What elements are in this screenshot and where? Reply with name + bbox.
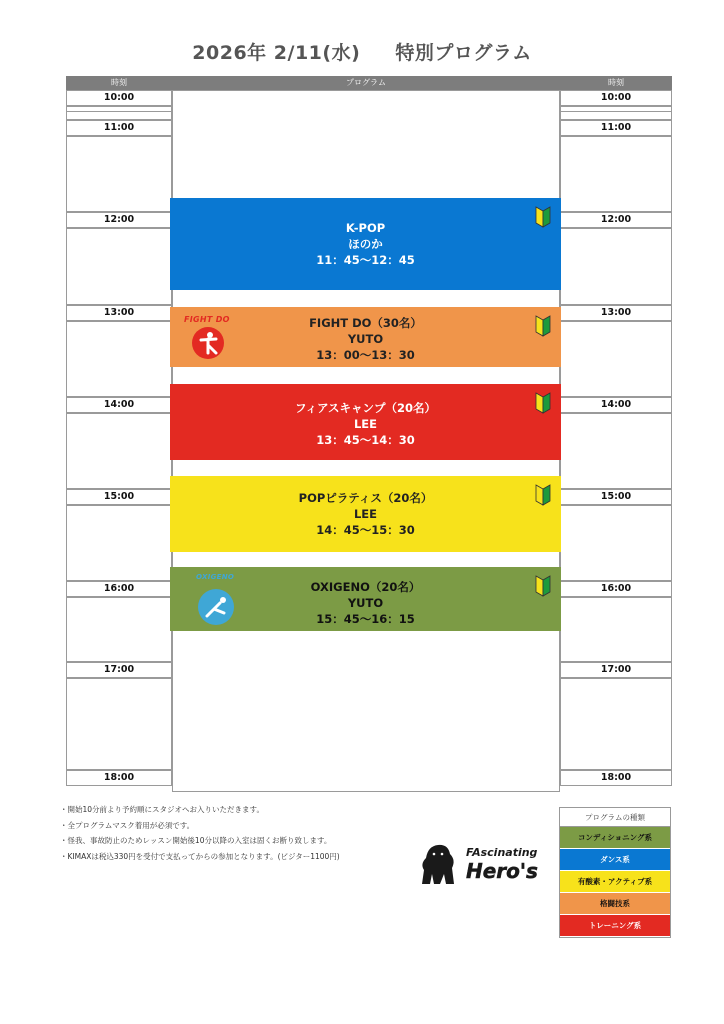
legend-item-dance: ダンス系 — [560, 849, 670, 871]
time-label: 15:00 — [560, 489, 672, 505]
time-column-header-right: 時刻 — [560, 76, 672, 90]
time-slot — [66, 106, 172, 112]
beginner-mark-icon — [535, 315, 551, 337]
time-label: 13:00 — [66, 305, 172, 321]
program-block[interactable] — [170, 476, 561, 552]
beginner-mark-icon — [535, 206, 551, 228]
brand-line1: FAscinating — [466, 846, 538, 859]
program-type-legend — [559, 807, 671, 938]
page-title — [0, 38, 724, 65]
time-slot — [560, 106, 672, 112]
time-label: 12:00 — [560, 212, 672, 228]
oxigeno-logo-icon — [198, 589, 234, 625]
beginner-mark-icon — [535, 575, 551, 597]
oxigeno-logo-text: OXIGENO — [196, 573, 235, 581]
note-item: ・KIMAXは税込330円を受付で支払ってからの参加となります。(ビジター1100円) — [60, 851, 340, 861]
program-time: 13：45〜14：30 — [316, 433, 415, 447]
time-label: 14:00 — [560, 397, 672, 413]
brand-line2: Hero's — [466, 859, 538, 883]
program-instructor: YUTO — [347, 596, 384, 610]
program-time: 14：45〜15：30 — [316, 523, 415, 537]
gorilla-icon — [416, 836, 551, 886]
schedule-date: 2026年 2/11(水) — [192, 42, 361, 64]
time-slot — [66, 321, 172, 397]
fight-do-logo-icon — [192, 327, 224, 359]
time-label: 18:00 — [560, 770, 672, 786]
program-name: OXIGENO（20名） — [310, 580, 421, 594]
time-slot — [66, 228, 172, 305]
time-slot — [560, 228, 672, 305]
time-slot — [560, 413, 672, 489]
program-block[interactable] — [170, 307, 561, 367]
time-label: 18:00 — [66, 770, 172, 786]
time-label: 11:00 — [66, 120, 172, 136]
legend-item-martial-arts: 格闘技系 — [560, 893, 670, 915]
program-instructor: YUTO — [347, 332, 384, 346]
program-name: K-POP — [345, 221, 386, 235]
note-item: ・開始10分前より予約順にスタジオへお入りいただきます。 — [60, 805, 264, 814]
fight-do-logo-text: FIGHT DO — [184, 315, 230, 324]
program-time: 11：45〜12：45 — [316, 253, 415, 267]
legend-item-aerobic: 有酸素・アクティブ系 — [560, 871, 670, 893]
time-slot — [560, 321, 672, 397]
program-block[interactable] — [170, 384, 561, 460]
time-column-header-left: 時刻 — [66, 76, 172, 90]
program-name: フィアスキャンプ（20名） — [294, 401, 437, 415]
beginner-mark-icon — [535, 484, 551, 506]
program-instructor: ほのか — [348, 237, 383, 251]
program-block[interactable] — [170, 567, 561, 631]
time-column-right — [560, 90, 672, 792]
time-label: 16:00 — [560, 581, 672, 597]
time-label: 17:00 — [66, 662, 172, 678]
time-slot — [66, 413, 172, 489]
program-name: POPピラティス（20名） — [298, 491, 433, 505]
time-column-left — [66, 90, 172, 792]
program-time: 15：45〜16：15 — [316, 612, 415, 626]
time-slot — [560, 505, 672, 581]
time-label: 16:00 — [66, 581, 172, 597]
schedule-title: 特別プログラム — [395, 42, 532, 64]
note-item: ・怪我、事故防止のためレッスン開始後10分以降の入室は固くお断り致します。 — [60, 836, 332, 845]
legend-item-training: トレーニング系 — [560, 915, 670, 937]
time-slot — [66, 505, 172, 581]
time-slot — [66, 136, 172, 212]
time-label: 15:00 — [66, 489, 172, 505]
time-slot — [560, 678, 672, 770]
program-instructor: LEE — [353, 507, 378, 521]
time-label: 10:00 — [66, 90, 172, 106]
notes — [60, 802, 340, 864]
time-label: 13:00 — [560, 305, 672, 321]
time-label: 14:00 — [66, 397, 172, 413]
time-slot — [560, 597, 672, 662]
time-label: 17:00 — [560, 662, 672, 678]
legend-item-conditioning: コンディショニング系 — [560, 827, 670, 849]
time-slot — [66, 678, 172, 770]
time-slot — [66, 597, 172, 662]
program-instructor: LEE — [353, 417, 378, 431]
legend-title: プログラムの種類 — [560, 808, 670, 827]
time-slot — [560, 136, 672, 212]
note-item: ・全プログラムマスク着用が必須です。 — [60, 820, 195, 830]
time-label: 10:00 — [560, 90, 672, 106]
beginner-mark-icon — [535, 392, 551, 414]
program-time: 13：00〜13：30 — [316, 348, 415, 362]
program-name: FIGHT DO（30名） — [309, 316, 422, 330]
time-label: 12:00 — [66, 212, 172, 228]
program-column-header: プログラム — [172, 76, 560, 90]
time-label: 11:00 — [560, 120, 672, 136]
program-block[interactable] — [170, 198, 561, 290]
brand-logo — [416, 836, 551, 886]
